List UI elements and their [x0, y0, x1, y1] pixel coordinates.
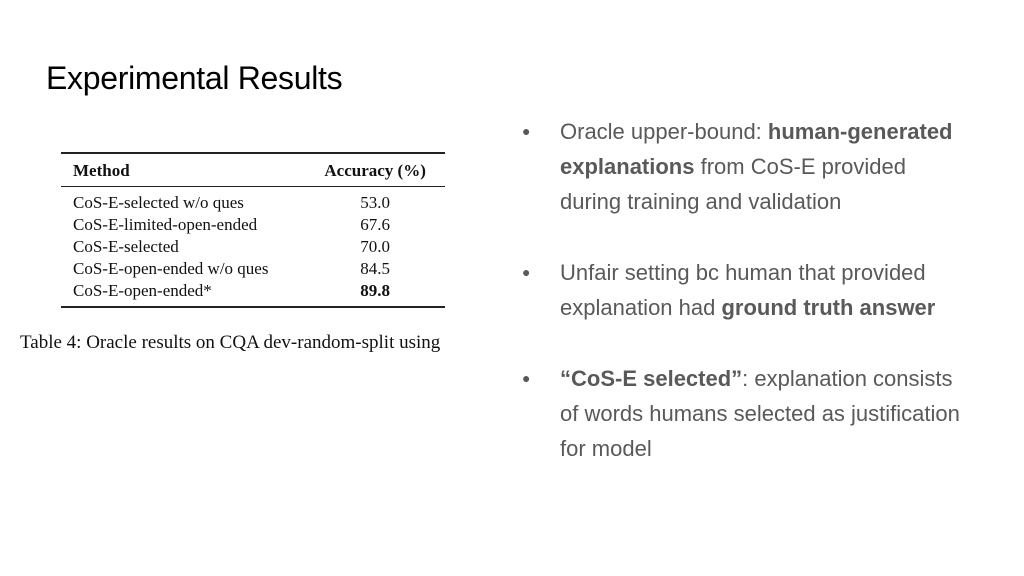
bullet-emphasis: human-generated explanations — [560, 119, 953, 179]
bullet-text: from CoS-E provided during training and validation — [560, 154, 907, 214]
bullet-dot-icon: ● — [522, 123, 531, 139]
bullet-list — [520, 114, 960, 502]
table-row — [61, 236, 445, 258]
bullet-item — [520, 361, 960, 466]
accuracy-cell-best: 89.8 — [305, 280, 445, 307]
results-table — [61, 152, 445, 308]
table-row — [61, 280, 445, 307]
method-cell: CoS-E-limited-open-ended — [73, 215, 258, 234]
bullet-text: : explanation consists of words humans selected as justification for model — [560, 366, 960, 461]
method-column-header: Method — [61, 153, 305, 187]
table-header-row — [61, 153, 445, 187]
slide-title: Experimental Results — [46, 60, 343, 96]
bullet-emphasis: ground truth answer — [721, 295, 936, 320]
method-cell: CoS-E-open-ended* — [61, 280, 305, 307]
bullet-item — [520, 114, 960, 219]
bullet-text: Unfair setting bc human that provided explanation had — [560, 260, 926, 320]
accuracy-column-header: Accuracy (%) — [305, 153, 445, 187]
accuracy-cell: 70.0 — [360, 237, 391, 256]
method-cell: CoS-E-selected w/o ques — [73, 193, 244, 212]
bullet-emphasis: “CoS-E selected” — [560, 366, 743, 391]
accuracy-cell: 67.6 — [360, 215, 391, 234]
method-cell: CoS-E-open-ended w/o ques — [73, 259, 269, 278]
table-row — [61, 214, 445, 236]
table-caption: Table 4: Oracle results on CQA dev-random-split using — [20, 332, 441, 353]
bullet-dot-icon: ● — [522, 264, 531, 280]
bullet-dot-icon: ● — [522, 370, 531, 386]
bullet-text: Oracle upper-bound: — [560, 119, 768, 144]
table-row — [61, 258, 445, 280]
table-row — [61, 187, 445, 215]
accuracy-cell: 53.0 — [360, 193, 391, 212]
accuracy-cell: 84.5 — [360, 259, 391, 278]
bullet-item — [520, 255, 960, 325]
method-cell: CoS-E-selected — [73, 237, 179, 256]
results-figure — [20, 152, 490, 354]
